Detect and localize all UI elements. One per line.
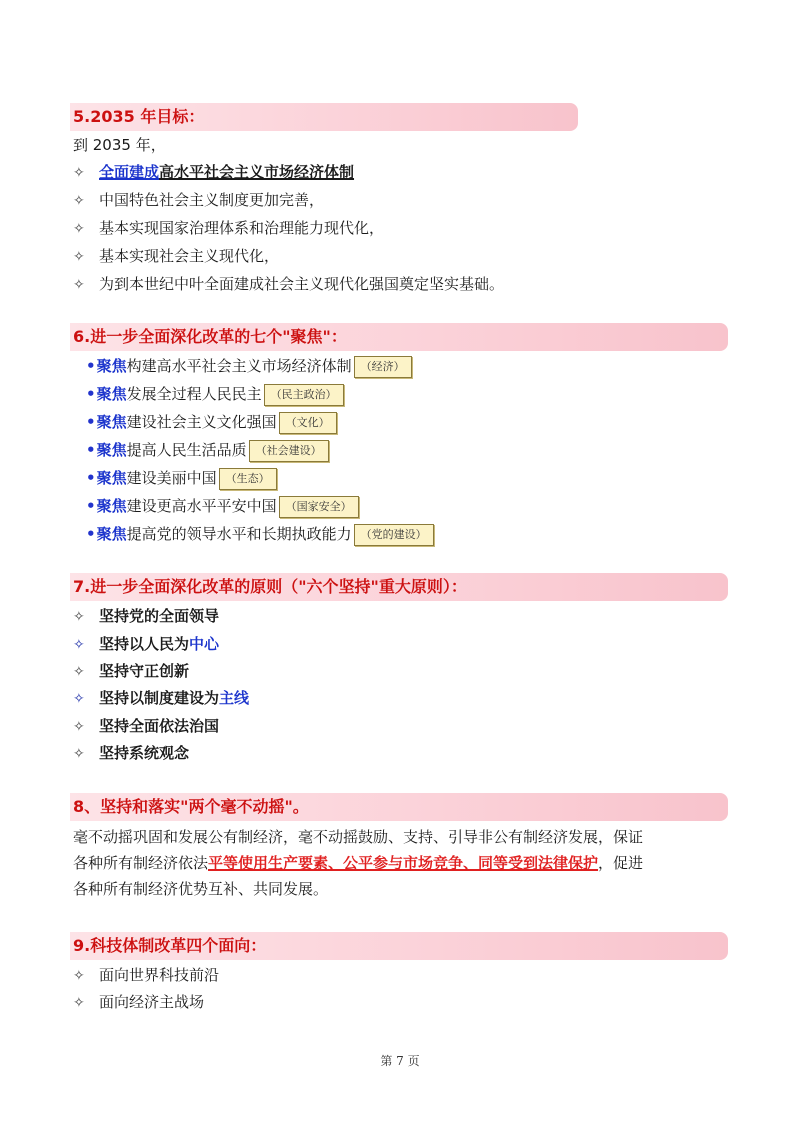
category-tag: （文化）: [279, 412, 337, 434]
principle-item: [73, 634, 219, 655]
focus-item: [86, 410, 337, 434]
category-tag: （国家安全）: [279, 496, 359, 518]
section-9-item: [73, 965, 219, 986]
item-text: 基本实现社会主义现代化，: [99, 247, 280, 265]
principle-text: 坚持全面依法治国: [99, 717, 220, 735]
focus-item: [86, 466, 277, 490]
highlight-text: 全面建成: [99, 163, 160, 181]
category-tag: （生态）: [219, 468, 277, 490]
focus-keyword: 聚焦: [96, 525, 127, 543]
focus-text: 构建高水平社会主义市场经济体制: [126, 357, 352, 375]
section-7-heading: 7.进一步全面深化改革的原则（"六个坚持"重大原则）：: [70, 573, 728, 601]
category-tag: （经济）: [354, 356, 412, 378]
dot-bullet-icon: •: [86, 441, 96, 459]
focus-text: 建设美丽中国: [126, 469, 217, 487]
section-8-paragraph: [73, 824, 733, 902]
diamond-bullet-icon: ✧: [73, 609, 85, 625]
item-text: 面向世界科技前沿: [99, 966, 220, 984]
principle-text: 坚持以人民为: [99, 635, 190, 653]
section-5-item: [73, 190, 324, 211]
item-text: 基本实现国家治理体系和治理能力现代化，: [99, 219, 385, 237]
principle-item: [73, 606, 219, 627]
paragraph-text: 各种所有制经济依法: [73, 854, 209, 872]
page-number: 第 7 页: [380, 1054, 420, 1068]
diamond-bullet-icon: ✧: [73, 719, 85, 735]
focus-keyword: 聚焦: [96, 497, 127, 515]
emphasis-text: 平等使用生产要素、公平参与市场竞争、同等受到法律保护: [208, 854, 599, 872]
focus-text: 发展全过程人民民主: [126, 385, 262, 403]
dot-bullet-icon: •: [86, 413, 96, 431]
focus-text: 提高党的领导水平和长期执政能力: [126, 525, 352, 543]
dot-bullet-icon: •: [86, 357, 96, 375]
diamond-bullet-icon: ✧: [73, 277, 85, 293]
principle-highlight: 中心: [189, 635, 220, 653]
focus-keyword: 聚焦: [96, 413, 127, 431]
dot-bullet-icon: •: [86, 497, 96, 515]
diamond-bullet-icon: ✧: [73, 968, 85, 984]
diamond-bullet-icon: ✧: [73, 165, 85, 181]
diamond-bullet-icon: ✧: [73, 221, 85, 237]
principle-item: [73, 688, 249, 709]
principle-text: 坚持以制度建设为: [99, 689, 220, 707]
diamond-bullet-icon: ✧: [73, 193, 85, 209]
paragraph-line: 各种所有制经济优势互补、共同发展。: [73, 880, 329, 898]
section-5-item: [73, 246, 279, 267]
principle-text: 坚持党的全面领导: [99, 607, 220, 625]
section-6-heading: 6.进一步全面深化改革的七个"聚焦"：: [70, 323, 728, 351]
category-tag: （社会建设）: [249, 440, 329, 462]
item-text: 高水平社会主义市场经济体制: [159, 163, 355, 181]
focus-item: [86, 354, 412, 378]
section-9-item: [73, 992, 204, 1013]
focus-keyword: 聚焦: [96, 469, 127, 487]
diamond-bullet-icon: ✧: [73, 746, 85, 762]
diamond-bullet-icon: ✧: [73, 995, 85, 1011]
diamond-bullet-icon: ✧: [73, 691, 85, 707]
principle-item: [73, 716, 219, 737]
focus-text: 建设社会主义文化强国: [126, 413, 277, 431]
paragraph-line: 毫不动摇巩固和发展公有制经济，毫不动摇鼓励、支持、引导非公有制经济发展，保证: [73, 828, 644, 846]
diamond-bullet-icon: ✧: [73, 249, 85, 265]
focus-keyword: 聚焦: [96, 357, 127, 375]
focus-keyword: 聚焦: [96, 385, 127, 403]
dot-bullet-icon: •: [86, 525, 96, 543]
section-9-heading: 9.科技体制改革四个面向：: [70, 932, 728, 960]
diamond-bullet-icon: ✧: [73, 637, 85, 653]
principle-item: [73, 661, 189, 682]
section-5-heading: 5.2035 年目标：: [70, 103, 578, 131]
focus-keyword: 聚焦: [96, 441, 127, 459]
section-8-heading: 8、坚持和落实"两个毫不动摇"。: [70, 793, 728, 821]
item-text: 中国特色社会主义制度更加完善，: [99, 191, 325, 209]
section-5-item: [73, 218, 384, 239]
dot-bullet-icon: •: [86, 469, 96, 487]
item-text: 为到本世纪中叶全面建成社会主义现代化强国奠定坚实基础。: [99, 275, 505, 293]
category-tag: （民主政治）: [264, 384, 344, 406]
focus-text: 建设更高水平平安中国: [126, 497, 277, 515]
focus-item: [86, 522, 434, 546]
principle-item: [73, 743, 189, 764]
principle-text: 坚持系统观念: [99, 744, 190, 762]
principle-highlight: 主线: [219, 689, 250, 707]
section-5-intro: 到 2035 年，: [73, 136, 166, 154]
item-text: 面向经济主战场: [99, 993, 205, 1011]
focus-item: [86, 382, 344, 406]
diamond-bullet-icon: ✧: [73, 664, 85, 680]
principle-text: 坚持守正创新: [99, 662, 190, 680]
paragraph-line: [73, 850, 733, 876]
section-5-item: [73, 162, 354, 183]
section-5-item: [73, 274, 504, 295]
dot-bullet-icon: •: [86, 385, 96, 403]
category-tag: （党的建设）: [354, 524, 434, 546]
focus-text: 提高人民生活品质: [126, 441, 247, 459]
paragraph-text: ，促进: [598, 854, 644, 872]
focus-item: [86, 438, 329, 462]
focus-item: [86, 494, 359, 518]
